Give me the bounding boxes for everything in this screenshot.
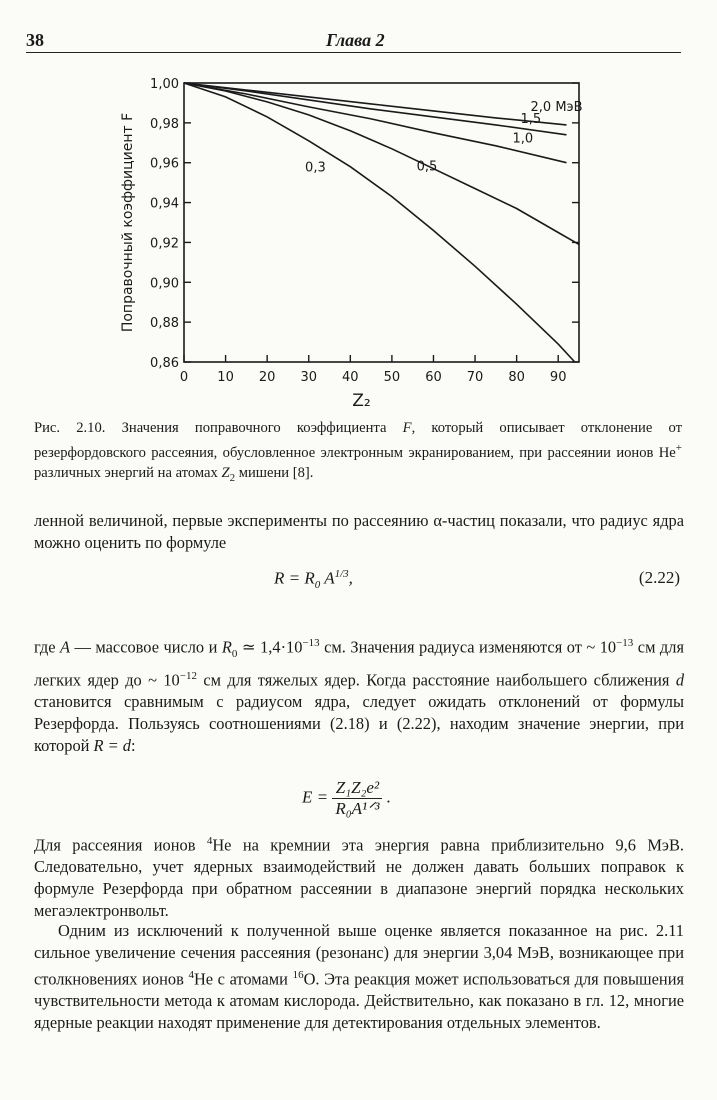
page-number: 38 bbox=[26, 30, 44, 50]
figure-caption: Рис. 2.10. Значения поправочного коэффициента F, который описывает отклонение от резерфордовского рассеяния, обусловленное электронным экранированием, при рассеянии ионов He+ различных энергий на атомах $Z_2$ мишени [8]. bbox=[34, 420, 683, 484]
series-label: 2,0 МэВ bbox=[530, 99, 583, 115]
page-header bbox=[26, 30, 681, 53]
y-tick-label: 0,98 bbox=[150, 116, 179, 132]
x-axis-label: Z₂ bbox=[352, 391, 371, 410]
x-tick-label: 80 bbox=[508, 370, 525, 385]
correction-factor-chart bbox=[110, 70, 590, 410]
equation-formula: $R = R_0$ $A^{1/3}$, bbox=[274, 568, 353, 592]
series-label: 0,5 bbox=[416, 159, 438, 175]
y-tick-label: 0,94 bbox=[150, 196, 179, 212]
y-tick-label: 0,90 bbox=[150, 276, 179, 292]
series-line bbox=[184, 83, 579, 244]
paragraph-3: Для рассеяния ионов $^4$He на кремнии эта энергия равна приблизительно 9,6 МэВ. Следовательно, учет ядерных взаимодействий не должен давать больших поправок к формуле Резерфорда при обратном рассеянии в диапазоне энергий порядка нескольких мегаэлектронвольт. bbox=[34, 835, 684, 921]
x-tick-label: 90 bbox=[549, 370, 567, 385]
equation-number: (2.22) bbox=[638, 568, 680, 587]
caption-label: Рис. 2.10. bbox=[34, 420, 106, 436]
y-tick-label: 0,92 bbox=[150, 236, 179, 252]
x-tick-label: 30 bbox=[300, 370, 318, 385]
energy-fraction: $\frac{\text{Z₁Z₂e²}}{\text{R₀A¹ᐟ³}}$ bbox=[332, 778, 382, 819]
y-tick-label: 1,00 bbox=[150, 77, 179, 92]
series-line bbox=[184, 83, 575, 362]
x-tick-label: 60 bbox=[425, 370, 442, 385]
y-tick-label: 0,86 bbox=[150, 356, 179, 371]
y-tick-label: 0,96 bbox=[150, 156, 179, 172]
x-tick-label: 50 bbox=[383, 370, 401, 385]
x-tick-label: 70 bbox=[466, 370, 484, 385]
x-tick-label: 40 bbox=[342, 370, 359, 385]
y-tick-label: 0,88 bbox=[150, 316, 179, 332]
series-label: 1,0 bbox=[512, 131, 534, 147]
series-label: 1,5 bbox=[520, 111, 542, 127]
series-label: 0,3 bbox=[305, 160, 326, 176]
running-title: Глава 2 bbox=[326, 30, 385, 50]
series-line bbox=[184, 83, 567, 135]
paragraph-1: ленной величиной, первые эксперименты по рассеянию α-частиц показали, что радиус ядра можно оценить по формуле bbox=[34, 511, 684, 552]
x-tick-label: 0 bbox=[179, 370, 189, 385]
y-axis-label: Поправочный коэффициент F bbox=[120, 112, 136, 333]
paragraph-4: Одним из исключений к полученной выше оценке является показанное на рис. 2.11 сильное увеличение сечения рассеяния (резонанс) для энергии 3,04 МэВ, возникающее при столкновениях ионов $^4$He с атомами $^{16}$O. Эта реакция может использоваться для повышения чувствительности метода к атомам кислорода. Действительно, как показано в гл. 12, многие ядерные реакции находят применение для детектирования отдельных элементов. bbox=[34, 921, 685, 1033]
x-tick-label: 20 bbox=[258, 370, 276, 385]
paragraph-2: где A — массовое число и $R_0$ ≃ $1,4\cdot 10^{-13}$ см. Значения радиуса изменяются от ~ $10^{-13}$ см для легких ядер до ~ $10^{-12}$ см для тяжелых ядер. Когда расстояние наибольшего сближения d становится сравнимым с радиусом ядра, следует ожидать отклонений от формулы Резерфорда. Пользуясь соотношениями (2.18) и (2.22), находим значение энергии, при которой R = d: bbox=[34, 637, 685, 756]
x-tick-label: 10 bbox=[217, 370, 234, 385]
